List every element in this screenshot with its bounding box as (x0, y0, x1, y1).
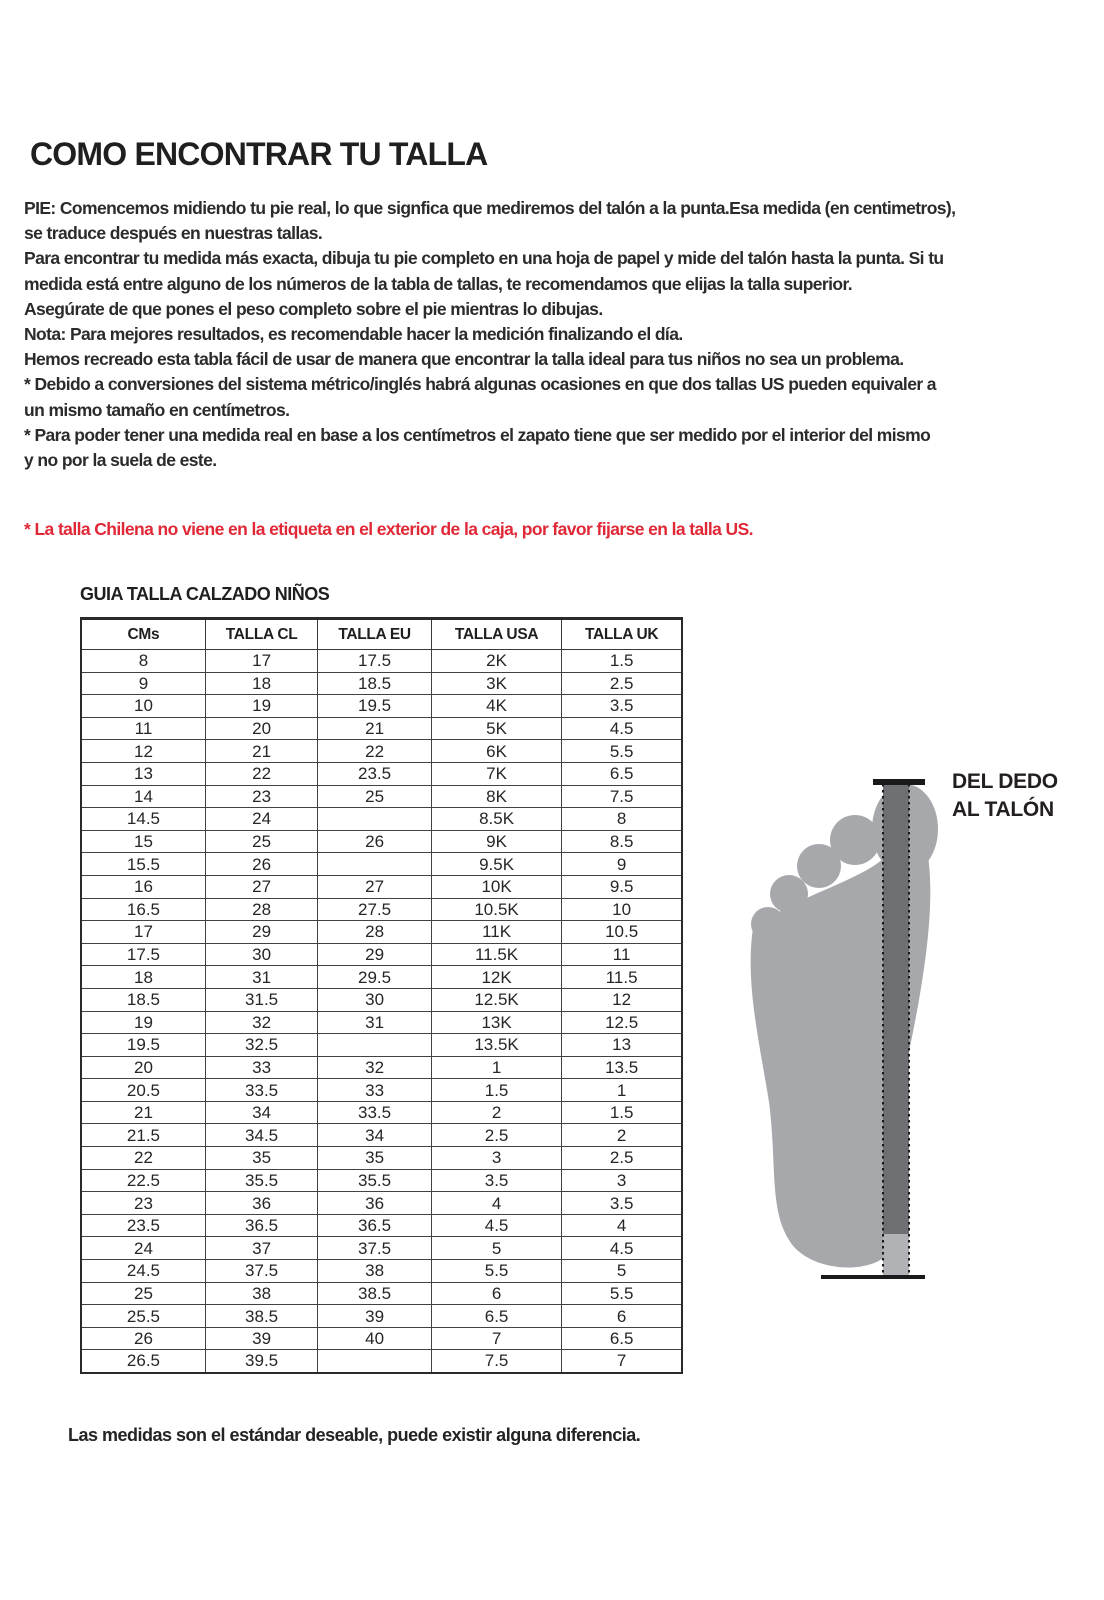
table-row (81, 1214, 682, 1237)
toe-shape (797, 844, 841, 888)
table-cell: 23 (205, 785, 317, 808)
size-table-body (81, 650, 682, 1373)
table-cell: 9 (81, 672, 205, 695)
table-cell: 4.5 (431, 1214, 561, 1237)
table-cell: 12 (562, 988, 682, 1011)
table-cell: 36.5 (205, 1214, 317, 1237)
table-cell: 32 (205, 1011, 317, 1034)
table-cell: 20 (81, 1056, 205, 1079)
table-row (81, 853, 682, 876)
table-cell: 11K (431, 921, 561, 944)
table-cell: 9 (562, 853, 682, 876)
table-cell: 19.5 (81, 1034, 205, 1057)
table-cell: 23.5 (81, 1214, 205, 1237)
foot-outline-icon (745, 772, 945, 1284)
table-cell: 2K (431, 650, 561, 673)
table-cell: 38.5 (205, 1305, 317, 1328)
table-cell: 6.5 (562, 762, 682, 785)
table-cell: 22.5 (81, 1169, 205, 1192)
table-row (81, 650, 682, 673)
table-cell: 34.5 (205, 1124, 317, 1147)
table-cell: 28 (318, 921, 432, 944)
column-header: CMs (81, 619, 205, 650)
table-cell: 14 (81, 785, 205, 808)
table-cell: 8K (431, 785, 561, 808)
table-cell: 21 (318, 717, 432, 740)
measure-stripe (883, 784, 909, 1234)
table-cell: 7 (562, 1350, 682, 1373)
table-cell: 5.5 (562, 740, 682, 763)
table-cell: 10.5 (562, 921, 682, 944)
table-cell: 24 (205, 808, 317, 831)
table-row (81, 898, 682, 921)
table-cell: 9.5 (562, 875, 682, 898)
table-row (81, 695, 682, 718)
table-row (81, 1237, 682, 1260)
table-cell: 18.5 (318, 672, 432, 695)
table-row (81, 717, 682, 740)
table-cell: 3.5 (562, 695, 682, 718)
table-cell: 32 (318, 1056, 432, 1079)
table-cell: 25 (81, 1282, 205, 1305)
page-title: COMO ENCONTRAR TU TALLA (30, 136, 488, 172)
table-cell: 23.5 (318, 762, 432, 785)
table-cell: 16.5 (81, 898, 205, 921)
table-cell: 13.5 (562, 1056, 682, 1079)
table-cell: 17.5 (318, 650, 432, 673)
table-cell: 2 (562, 1124, 682, 1147)
table-cell: 4K (431, 695, 561, 718)
table-cell: 10 (562, 898, 682, 921)
table-cell: 12K (431, 966, 561, 989)
table-cell: 16 (81, 875, 205, 898)
table-cell: 18 (205, 672, 317, 695)
table-cell: 2.5 (562, 1147, 682, 1170)
table-cell: 40 (318, 1327, 432, 1350)
table-row (81, 1147, 682, 1170)
table-cell: 11 (81, 717, 205, 740)
table-cell: 29 (318, 943, 432, 966)
table-cell: 3.5 (431, 1169, 561, 1192)
table-cell: 39 (318, 1305, 432, 1328)
size-table (80, 617, 683, 1374)
table-row (81, 785, 682, 808)
foot-measure-illustration (745, 772, 945, 1284)
table-cell: 8.5K (431, 808, 561, 831)
table-cell: 37.5 (205, 1260, 317, 1283)
table-cell: 36.5 (318, 1214, 432, 1237)
table-cell: 1.5 (562, 650, 682, 673)
table-cell: 25 (318, 785, 432, 808)
intro-line: Asegúrate de que pones el peso completo sobre el pie mientras lo dibujas. (24, 298, 603, 319)
toe-shape (751, 907, 785, 941)
table-cell: 15.5 (81, 853, 205, 876)
table-row (81, 966, 682, 989)
table-cell: 26.5 (81, 1350, 205, 1373)
table-cell: 10.5K (431, 898, 561, 921)
table-cell: 4 (431, 1192, 561, 1215)
table-cell: 6.5 (562, 1327, 682, 1350)
table-cell: 5.5 (562, 1282, 682, 1305)
table-cell: 33 (318, 1079, 432, 1102)
table-cell: 3.5 (562, 1192, 682, 1215)
table-cell: 14.5 (81, 808, 205, 831)
table-cell: 7.5 (562, 785, 682, 808)
table-row (81, 808, 682, 831)
table-cell: 31.5 (205, 988, 317, 1011)
table-cell: 17 (205, 650, 317, 673)
table-cell: 37.5 (318, 1237, 432, 1260)
table-cell: 19 (205, 695, 317, 718)
table-cell: 35 (318, 1147, 432, 1170)
table-row (81, 830, 682, 853)
table-row (81, 1327, 682, 1350)
table-cell: 24 (81, 1237, 205, 1260)
table-cell: 29 (205, 921, 317, 944)
intro-paragraph (24, 196, 1100, 473)
column-header: TALLA EU (318, 619, 432, 650)
table-cell: 35 (205, 1147, 317, 1170)
table-cell: 11.5 (562, 966, 682, 989)
table-cell: 22 (205, 762, 317, 785)
table-cell: 3K (431, 672, 561, 695)
table-cell: 26 (318, 830, 432, 853)
table-cell: 33.5 (205, 1079, 317, 1102)
intro-line: PIE: Comencemos midiendo tu pie real, lo que signfica que mediremos del talón a la punta.Esa medida (en centimetros), (24, 198, 956, 218)
table-cell: 3 (431, 1147, 561, 1170)
intro-line: y no por la suela de este. (24, 450, 217, 471)
table-row (81, 1056, 682, 1079)
table-cell: 13 (562, 1034, 682, 1057)
table-cell: 2 (431, 1101, 561, 1124)
table-cell: 4.5 (562, 717, 682, 740)
column-header: TALLA UK (562, 619, 682, 650)
table-cell: 37 (205, 1237, 317, 1260)
table-cell: 11.5K (431, 943, 561, 966)
table-row (81, 943, 682, 966)
table-cell: 6.5 (431, 1305, 561, 1328)
table-cell: 8 (81, 650, 205, 673)
table-cell: 18.5 (81, 988, 205, 1011)
intro-line: Para encontrar tu medida más exacta, dibuja tu pie completo en una hoja de papel y mide del talón hasta la punta. Si tu (24, 248, 944, 269)
table-cell: 31 (318, 1011, 432, 1034)
table-cell: 26 (81, 1327, 205, 1350)
table-cell: 22 (81, 1147, 205, 1170)
table-cell: 21 (205, 740, 317, 763)
table-row (81, 988, 682, 1011)
table-cell: 22 (318, 740, 432, 763)
table-cell: 5 (431, 1237, 561, 1260)
table-cell: 2.5 (562, 672, 682, 695)
table-cell: 18 (81, 966, 205, 989)
table-row (81, 1124, 682, 1147)
table-cell: 10K (431, 875, 561, 898)
intro-line: se traduce después en nuestras tallas. (24, 223, 323, 244)
table-row (81, 1101, 682, 1124)
table-cell: 6 (431, 1282, 561, 1305)
table-cell: 35.5 (318, 1169, 432, 1192)
table-row (81, 1169, 682, 1192)
table-cell: 13 (81, 762, 205, 785)
intro-line: Nota: Para mejores resultados, es recomendable hacer la medición finalizando el día. (24, 324, 683, 345)
table-cell: 24.5 (81, 1260, 205, 1283)
table-cell: 28 (205, 898, 317, 921)
table-cell: 12 (81, 740, 205, 763)
table-row (81, 1079, 682, 1102)
table-cell: 25.5 (81, 1305, 205, 1328)
table-cell: 26 (205, 853, 317, 876)
table-row (81, 762, 682, 785)
table-row (81, 1282, 682, 1305)
table-cell: 12.5K (431, 988, 561, 1011)
table-cell: 27.5 (318, 898, 432, 921)
measure-stripe-tail (883, 1234, 909, 1275)
table-row (81, 1350, 682, 1373)
table-cell: 5K (431, 717, 561, 740)
foot-measure-label-line2: AL TALÓN (952, 798, 1054, 821)
toe-shape (770, 875, 808, 913)
table-cell: 4 (562, 1214, 682, 1237)
table-cell: 21 (81, 1101, 205, 1124)
table-cell: 33 (205, 1056, 317, 1079)
table-cell: 1.5 (431, 1079, 561, 1102)
table-row (81, 1192, 682, 1215)
table-cell: 11 (562, 943, 682, 966)
footer-note: Las medidas son el estándar deseable, puede existir alguna diferencia. (68, 1425, 641, 1445)
table-cell: 39.5 (205, 1350, 317, 1373)
table-row (81, 1260, 682, 1283)
table-cell: 4.5 (562, 1237, 682, 1260)
table-cell: 17 (81, 921, 205, 944)
table-cell: 2.5 (431, 1124, 561, 1147)
table-cell: 7 (431, 1327, 561, 1350)
table-row (81, 672, 682, 695)
column-header: TALLA CL (205, 619, 317, 650)
table-cell: 38 (318, 1260, 432, 1283)
table-cell: 20 (205, 717, 317, 740)
foot-measure-label-line1: DEL DEDO (952, 770, 1058, 793)
table-row (81, 921, 682, 944)
table-cell (318, 808, 432, 831)
table-cell: 20.5 (81, 1079, 205, 1102)
table-row (81, 1305, 682, 1328)
table-cell: 8.5 (562, 830, 682, 853)
intro-line: medida está entre alguno de los números de la tabla de tallas, te recomendamos que elijas la talla superior. (24, 273, 853, 294)
table-cell: 9K (431, 830, 561, 853)
table-cell: 8 (562, 808, 682, 831)
table-cell: 30 (205, 943, 317, 966)
table-row (81, 875, 682, 898)
table-cell: 25 (205, 830, 317, 853)
table-cell: 31 (205, 966, 317, 989)
table-cell: 7K (431, 762, 561, 785)
table-cell: 6 (562, 1305, 682, 1328)
table-cell: 36 (318, 1192, 432, 1215)
table-cell: 7.5 (431, 1350, 561, 1373)
intro-line: * Debido a conversiones del sistema métrico/inglés habrá algunas ocasiones en que dos tallas US pueden equivaler a (24, 374, 936, 395)
table-cell: 12.5 (562, 1011, 682, 1034)
table-cell: 27 (318, 875, 432, 898)
table-cell: 30 (318, 988, 432, 1011)
table-cell: 33.5 (318, 1101, 432, 1124)
table-cell: 29.5 (318, 966, 432, 989)
intro-line: Hemos recreado esta tabla fácil de usar de manera que encontrar la talla ideal para tus niños no sea un problema. (24, 349, 904, 370)
table-cell: 35.5 (205, 1169, 317, 1192)
table-cell: 1.5 (562, 1101, 682, 1124)
size-table-header-row (81, 619, 682, 650)
table-cell: 36 (205, 1192, 317, 1215)
table-cell: 10 (81, 695, 205, 718)
table-cell: 13.5K (431, 1034, 561, 1057)
foot-measure-label (952, 768, 1058, 824)
table-cell: 34 (205, 1101, 317, 1124)
table-cell: 27 (205, 875, 317, 898)
table-cell: 1 (431, 1056, 561, 1079)
table-cell: 17.5 (81, 943, 205, 966)
column-header: TALLA USA (431, 619, 561, 650)
table-cell: 34 (318, 1124, 432, 1147)
table-cell: 1 (562, 1079, 682, 1102)
table-cell: 15 (81, 830, 205, 853)
table-cell: 6K (431, 740, 561, 763)
table-cell (318, 1350, 432, 1373)
table-cell: 38 (205, 1282, 317, 1305)
table-cell: 9.5K (431, 853, 561, 876)
table-cell: 19 (81, 1011, 205, 1034)
table-cell: 5 (562, 1260, 682, 1283)
table-cell: 21.5 (81, 1124, 205, 1147)
table-cell: 39 (205, 1327, 317, 1350)
red-note: * La talla Chilena no viene en la etiqueta en el exterior de la caja, por favor fijarse en la talla US. (24, 519, 753, 539)
table-cell (318, 1034, 432, 1057)
table-row (81, 740, 682, 763)
table-cell: 38.5 (318, 1282, 432, 1305)
table-cell: 19.5 (318, 695, 432, 718)
size-table-title: GUIA TALLA CALZADO NIÑOS (80, 584, 330, 604)
intro-line: un mismo tamaño en centímetros. (24, 399, 290, 420)
table-cell: 3 (562, 1169, 682, 1192)
table-cell (318, 853, 432, 876)
table-cell: 13K (431, 1011, 561, 1034)
table-row (81, 1034, 682, 1057)
table-row (81, 1011, 682, 1034)
table-cell: 23 (81, 1192, 205, 1215)
table-cell: 32.5 (205, 1034, 317, 1057)
table-cell: 5.5 (431, 1260, 561, 1283)
intro-line: * Para poder tener una medida real en base a los centímetros el zapato tiene que ser medido por el interior del mismo (24, 424, 931, 445)
